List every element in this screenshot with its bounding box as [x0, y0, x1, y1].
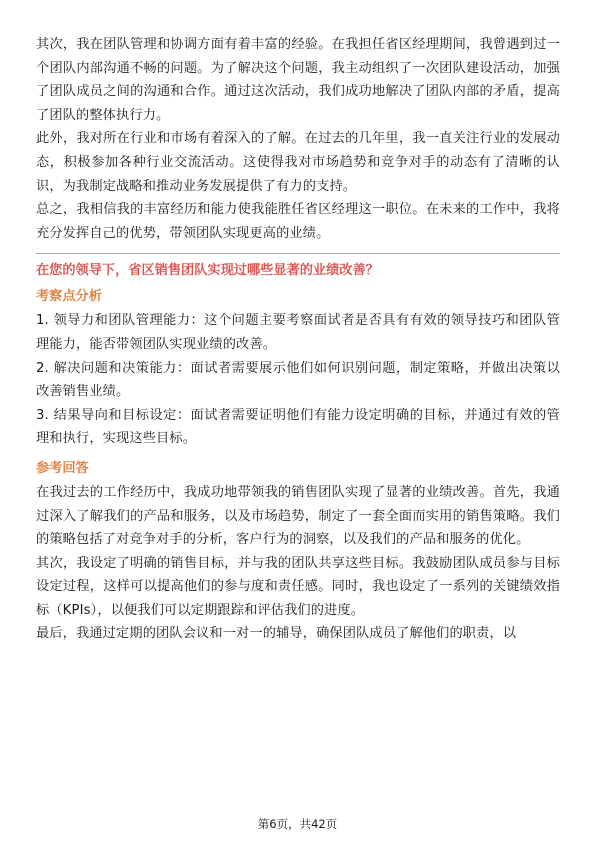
answer-heading: 参考回答	[36, 460, 89, 476]
page-content	[36, 33, 560, 646]
section-divider	[36, 253, 560, 254]
answer-paragraph: 最后，我通过定期的团队会议和一对一的辅导，确保团队成员了解他们的职责，以	[36, 626, 517, 642]
interview-question: 在您的领导下，省区销售团队实现过哪些显著的业绩改善？	[36, 263, 379, 279]
analysis-item: 1. 领导力和团队管理能力：这个问题主要考察面试者是否具有有效的领导技巧和团队管理能力，能否带领团队实现业绩的改善。	[36, 313, 560, 352]
answer-paragraph: 在我过去的工作经历中，我成功地带领我的销售团队实现了显著的业绩改善。首先，我通过深入了解我们的产品和服务，以及市场趋势，制定了一套全面而实用的销售策略。我们的策略包括了对竞争对手的分析，客户行为的洞察，以及我们的产品和服务的优化。	[36, 484, 560, 548]
analysis-heading: 考察点分析	[36, 289, 102, 305]
page-number: 第6页，共42页	[257, 817, 338, 831]
body-paragraph: 此外，我对所在行业和市场有着深入的了解。在过去的几年里，我一直关注行业的发展动态，积极参加各种行业交流活动。这使得我对市场趋势和竞争对手的动态有了清晰的认识，为我制定战略和推动业务发展提供了有力的支持。	[36, 131, 560, 194]
analysis-item: 2. 解决问题和决策能力：面试者需要展示他们如何识别问题，制定策略，并做出决策以改善销售业绩。	[36, 360, 560, 400]
body-paragraph: 总之，我相信我的丰富经历和能力使我能胜任省区经理这一职位。在未来的工作中，我将充分发挥自己的优势，带领团队实现更高的业绩。	[36, 202, 560, 241]
answer-paragraph: 其次，我设定了明确的销售目标，并与我的团队共享这些目标。我鼓励团队成员参与目标设定过程，这样可以提高他们的参与度和责任感。同时，我也设定了一系列的关键绩效指标（KPIs），以便我们可以定期跟踪和评估我们的进度。	[36, 555, 560, 618]
body-paragraph: 其次，我在团队管理和协调方面有着丰富的经验。在我担任省区经理期间，我曾遇到过一个团队内部沟通不畅的问题。为了解决这个问题，我主动组织了一次团队建设活动，加强了团队成员之间的沟通和合作。通过这次活动，我们成功地解决了团队内部的矛盾，提高了团队的整体执行力。	[36, 37, 560, 123]
spacer	[36, 451, 560, 458]
analysis-item: 3. 结果导向和目标设定：面试者需要证明他们有能力设定明确的目标，并通过有效的管理和执行，实现这些目标。	[36, 407, 560, 447]
